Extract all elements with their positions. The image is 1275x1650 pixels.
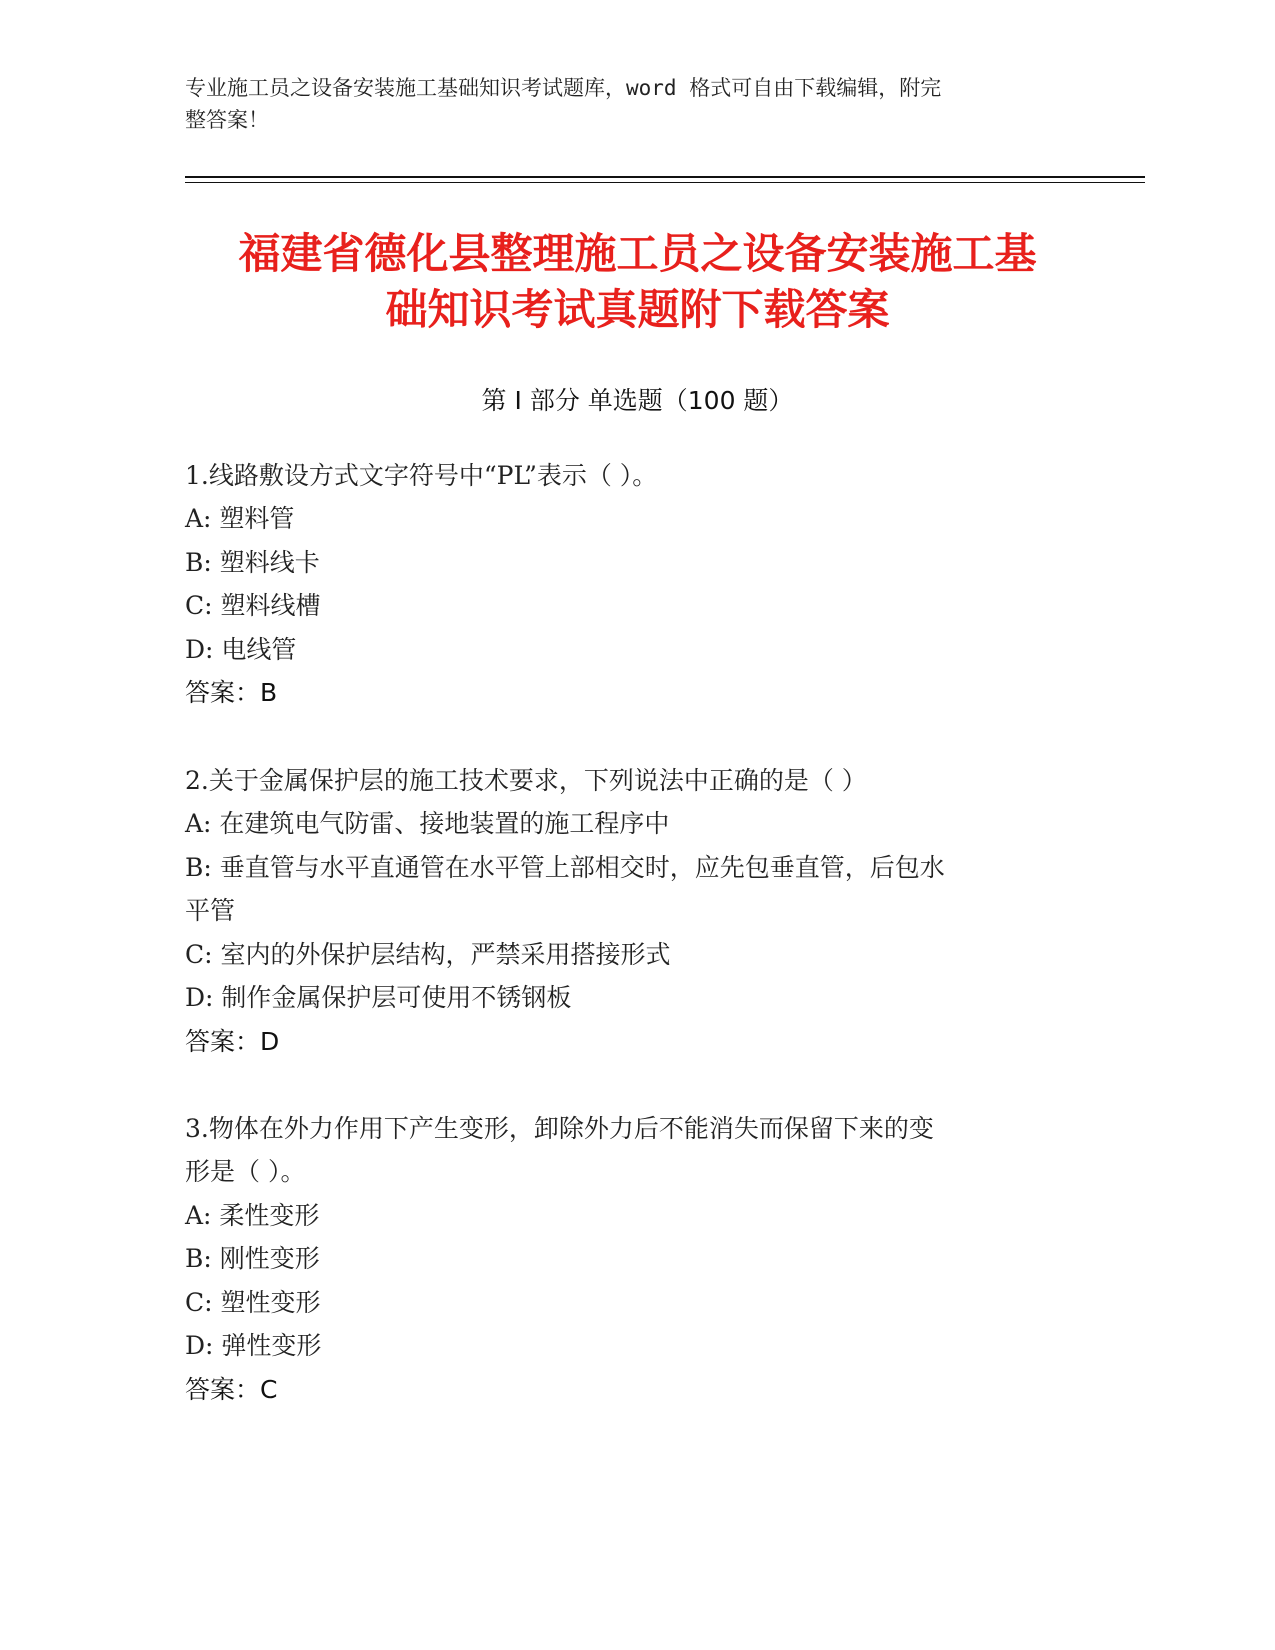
header-note-line-2: 整答案！: [185, 108, 269, 132]
header-note: [185, 72, 1065, 136]
header-divider-thin: [185, 182, 1145, 183]
question-3-stem-line-2: 形是（ ）。: [185, 1157, 306, 1186]
question-3-option-a: A: 柔性变形: [185, 1201, 320, 1230]
question-2-answer: 答案：D: [185, 1027, 280, 1056]
question-1-stem: 1.线路敷设方式文字符号中“PL”表示（ ）。: [185, 461, 658, 490]
section-title: 第 I 部分 单选题（100 题）: [481, 386, 794, 415]
question-1-option-a: A: 塑料管: [185, 504, 295, 533]
question-2-stem: 2.关于金属保护层的施工技术要求，下列说法中正确的是（ ）: [185, 766, 867, 795]
header-divider-thick: [185, 176, 1145, 178]
question-3-stem-line-1: 3.物体在外力作用下产生变形，卸除外力后不能消失而保留下来的变: [185, 1114, 934, 1143]
question-1-option-c: C: 塑料线槽: [185, 591, 321, 620]
question-2-option-a: A: 在建筑电气防雷、接地装置的施工程序中: [185, 809, 670, 838]
question-1-option-b: B: 塑料线卡: [185, 548, 320, 577]
document-title: [150, 226, 1125, 338]
question-1-answer: 答案：B: [185, 678, 278, 707]
question-2-option-b-line-1: B: 垂直管与水平直通管在水平管上部相交时，应先包垂直管，后包水: [185, 853, 945, 882]
document-title-line-2: 础知识考试真题附下载答案: [385, 285, 890, 334]
question-3-option-d: D: 弹性变形: [185, 1331, 322, 1360]
header-note-line-1: 专业施工员之设备安装施工基础知识考试题库，word 格式可自由下载编辑，附完: [185, 76, 942, 100]
question-3-answer: 答案：C: [185, 1375, 278, 1404]
question-1-option-d: D: 电线管: [185, 635, 297, 664]
question-2-option-c: C: 室内的外保护层结构，严禁采用搭接形式: [185, 940, 671, 969]
document-title-line-1: 福建省德化县整理施工员之设备安装施工基: [238, 229, 1037, 278]
question-3-option-c: C: 塑性变形: [185, 1288, 321, 1317]
question-3-option-b: B: 刚性变形: [185, 1244, 320, 1273]
question-2-option-d: D: 制作金属保护层可使用不锈钢板: [185, 983, 572, 1012]
question-2-option-b-line-2: 平管: [185, 896, 236, 925]
